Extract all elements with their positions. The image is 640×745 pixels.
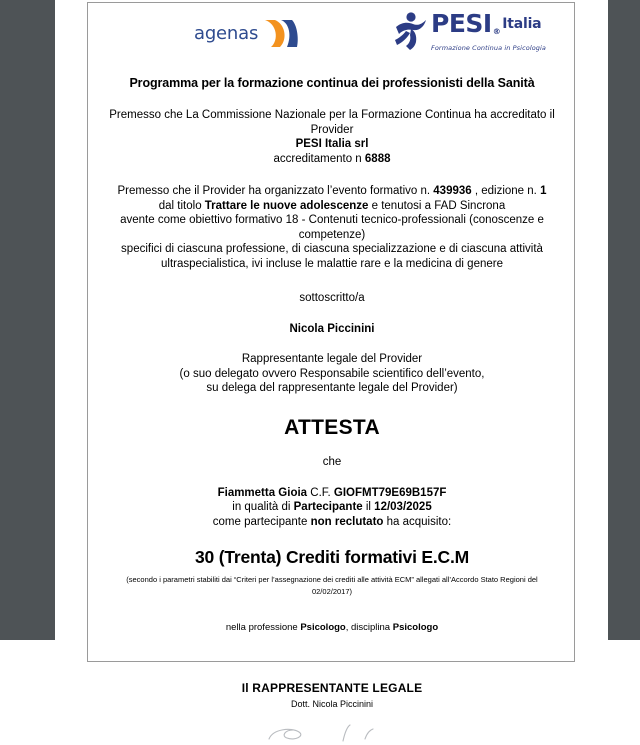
accreditation-number xyxy=(89,152,575,167)
profession-pre: nella professione xyxy=(225,622,301,633)
participant-cf-value: GIOFMT79E69B157F xyxy=(333,486,447,499)
participant-quality-line xyxy=(89,500,575,515)
signatory-role-line-2: (o suo delegato ovvero Responsabile scientifico dell’evento, xyxy=(179,367,485,380)
credits-fineprint-line-2: 02/02/2017) xyxy=(311,587,353,596)
participant-name: Fiammetta Gioia xyxy=(217,486,308,499)
pesi-text-block xyxy=(431,11,546,55)
quality-pre: in qualità di xyxy=(232,501,294,513)
pesi-running-figure-icon xyxy=(394,11,428,51)
participation-date: 12/03/2025 xyxy=(374,501,432,513)
event-line-4: specifici di ciascuna professione, di ciascuna specializzazione e di ciascuna attività xyxy=(121,243,543,255)
document-title: Programma per la formazione continua dei professionisti della Sanità xyxy=(129,76,535,90)
event-line-3: avente come obiettivo formativo 18 - Contenuti tecnico-professionali (conoscenze e competenze) xyxy=(120,214,544,241)
signatory-role-line-3: su delega del rappresentante legale del Provider) xyxy=(206,382,458,394)
credits-fineprint-line-1: (secondo i parametri stabiliti dai “Criteri per l’assegnazione dei crediti alle attività ECM” allegati all’Accordo Stato Regioni del xyxy=(126,575,538,584)
event-number: 439936 xyxy=(433,185,472,197)
event-title: Trattare le nuove adolescenze xyxy=(204,199,369,212)
participant-line xyxy=(89,486,575,501)
agenas-logo xyxy=(194,18,299,48)
logo-row xyxy=(89,0,575,66)
quality-role: Partecipante xyxy=(293,501,363,513)
participant-cf-label: C.F. xyxy=(307,486,334,499)
profession-line xyxy=(89,622,575,633)
pesi-tagline: Formazione Continua in Psicologia xyxy=(431,44,547,52)
event-line-1-mid: , edizione n. xyxy=(471,185,541,197)
profession-value: Psicologo xyxy=(300,622,346,633)
pesi-country: Italia xyxy=(502,16,542,32)
che-label: che xyxy=(322,455,342,468)
sottoscritto-label: sottoscritto/a xyxy=(299,292,365,304)
status-pre: come partecipante xyxy=(212,515,311,528)
handwritten-signature xyxy=(89,719,575,745)
pesi-italia-logo xyxy=(394,11,546,55)
credits-value: 30 (Trenta) Crediti formativi E.C.M xyxy=(194,547,470,567)
profession-mid: , disciplina xyxy=(345,622,393,633)
event-edition: 1 xyxy=(540,185,547,197)
signatory-role-line-1: Rappresentante legale del Provider xyxy=(241,353,423,365)
event-line-2-pre: dal titolo xyxy=(158,199,205,212)
status-post: ha acquisito: xyxy=(383,515,452,528)
certificate-page xyxy=(55,0,608,709)
pesi-registered-mark: ® xyxy=(492,27,501,36)
accreditation-line: Premesso che La Commissione Nazionale per la Formazione Continua ha accreditato il Provider xyxy=(109,109,555,136)
event-line-1-pre: Premesso che il Provider ha organizzato l’evento formativo n. xyxy=(117,185,434,197)
representative-title: Il RAPPRESENTANTE LEGALE xyxy=(241,681,423,695)
representative-name: Dott. Nicola Piccinini xyxy=(290,699,374,709)
accreditation-number-value: 6888 xyxy=(364,152,391,165)
status-value: non reclutato xyxy=(310,515,384,528)
profession-discipline: Psicologo xyxy=(392,622,439,633)
event-line-1 xyxy=(89,184,575,199)
pesi-title-line xyxy=(431,11,546,37)
agenas-mark-icon xyxy=(261,18,299,48)
event-line-2-post: e tenutosi a FAD Sincrona xyxy=(368,199,506,212)
certificate-content xyxy=(89,0,575,709)
signatory-name: Nicola Piccinini xyxy=(289,322,375,335)
provider-name: PESI Italia srl xyxy=(295,138,369,150)
agenas-wordmark: agenas xyxy=(194,22,259,44)
accreditation-number-label: accreditamento n xyxy=(273,152,362,165)
attesta-heading: ATTESTA xyxy=(284,415,380,439)
event-line-2 xyxy=(89,199,575,214)
participant-status-line xyxy=(89,515,575,530)
event-line-5: ultraspecialistica, ivi incluse le malattie rare e la medicina di genere xyxy=(161,257,503,270)
pesi-wordmark: PESI xyxy=(431,9,492,38)
quality-mid: il xyxy=(362,501,375,513)
